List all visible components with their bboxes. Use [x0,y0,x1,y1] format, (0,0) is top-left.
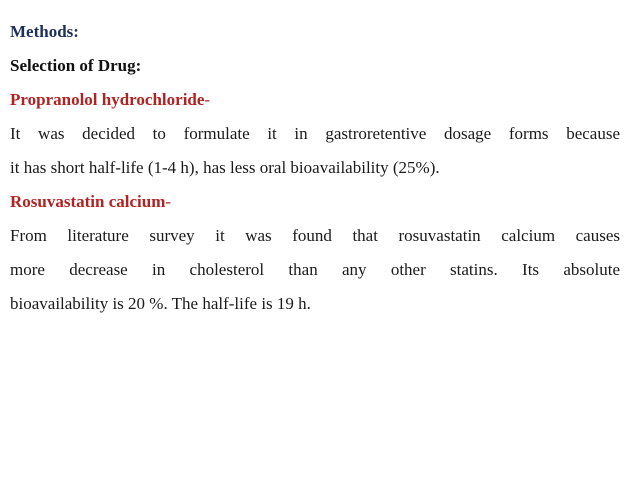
drug1-name: Propranolol hydrochloride [10,90,205,109]
selection-heading: Selection of Drug: [10,56,142,75]
drug1-dash: - [204,90,211,109]
drug2-dash: - [165,192,172,211]
drug2-text-line3: bioavailability is 20 %. The half-life is 19 h. [10,294,311,313]
drug2-text-line2: more decrease in cholesterol than any other statins. Its absolute [10,260,620,279]
drug2-name: Rosuvastatin calcium [10,192,166,211]
drug2-text-line1: From literature survey it was found that rosuvastatin calcium causes [10,226,620,245]
slide-content [10,15,620,321]
drug2-heading [10,185,620,219]
drug1-text-line2: it has short half-life (1-4 h), has less oral bioavailability (25%). [10,158,440,177]
methods-heading: Methods: [10,22,79,41]
drug1-text-line1: It was decided to formulate it in gastroretentive dosage forms because [10,124,620,143]
drug1-heading [10,83,620,117]
